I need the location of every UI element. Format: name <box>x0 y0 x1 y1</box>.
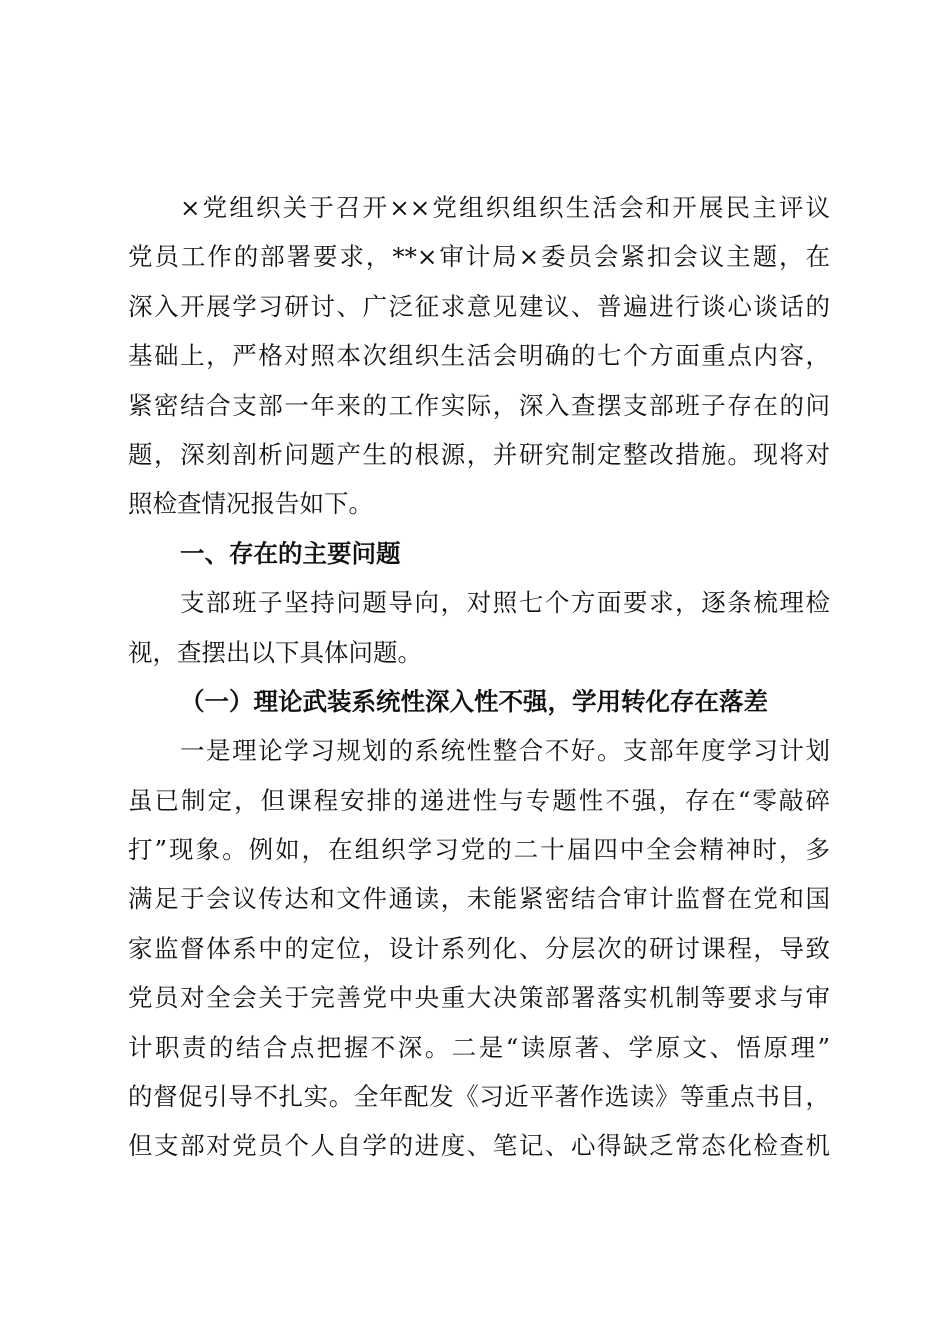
paragraph-line: 党员工作的部署要求，**×审计局×委员会紧扣会议主题，在 <box>128 242 830 272</box>
paragraph-line: 基础上，严格对照本次组织生活会明确的七个方面重点内容， <box>128 341 830 371</box>
paragraph-line: 支部班子坚持问题导向，对照七个方面要求，逐条梳理检 <box>180 588 830 618</box>
paragraph-line: 满足于会议传达和文件通读，未能紧密结合审计监督在党和国 <box>128 884 830 914</box>
body-paragraph <box>128 726 830 1171</box>
intro-paragraph <box>128 183 830 529</box>
section-heading: 一、存在的主要问题 <box>180 538 401 568</box>
paragraph-line: 深入开展学习研讨、广泛征求意见建议、普遍进行谈心谈话的 <box>128 291 830 321</box>
paragraph-line: 家监督体系中的定位，设计系列化、分层次的研讨课程，导致 <box>128 933 830 963</box>
paragraph-line: 视，查摆出以下具体问题。 <box>128 637 422 667</box>
paragraph-line: 紧密结合支部一年来的工作实际，深入查摆支部班子存在的问 <box>128 390 830 420</box>
paragraph-line: 题，深刻剖析问题产生的根源，并研究制定整改措施。现将对 <box>128 439 830 469</box>
section-intro-paragraph <box>128 578 830 677</box>
paragraph-line: 照检查情况报告如下。 <box>128 489 373 519</box>
paragraph-line: 计职责的结合点把握不深。二是“读原著、学原文、悟原理” <box>128 1032 830 1062</box>
document-page <box>128 183 830 1171</box>
paragraph-line: ×党组织关于召开××党组织组织生活会和开展民主评议 <box>180 193 830 222</box>
paragraph-line: 一是理论学习规划的系统性整合不好。支部年度学习计划 <box>180 736 830 766</box>
subsection-heading: （一）理论武装系统性深入性不强，学用转化存在落差 <box>180 686 768 716</box>
paragraph-line: 虽已制定，但课程安排的递进性与专题性不强，存在“零敲碎 <box>128 785 830 815</box>
paragraph-line: 打”现象。例如，在组织学习党的二十届四中全会精神时，多 <box>128 835 830 865</box>
paragraph-line: 但支部对党员个人自学的进度、笔记、心得缺乏常态化检查机 <box>128 1131 830 1161</box>
paragraph-line: 的督促引导不扎实。全年配发《习近平著作选读》等重点书目， <box>128 1082 830 1112</box>
paragraph-line: 党员对全会关于完善党中央重大决策部署落实机制等要求与审 <box>128 983 830 1013</box>
